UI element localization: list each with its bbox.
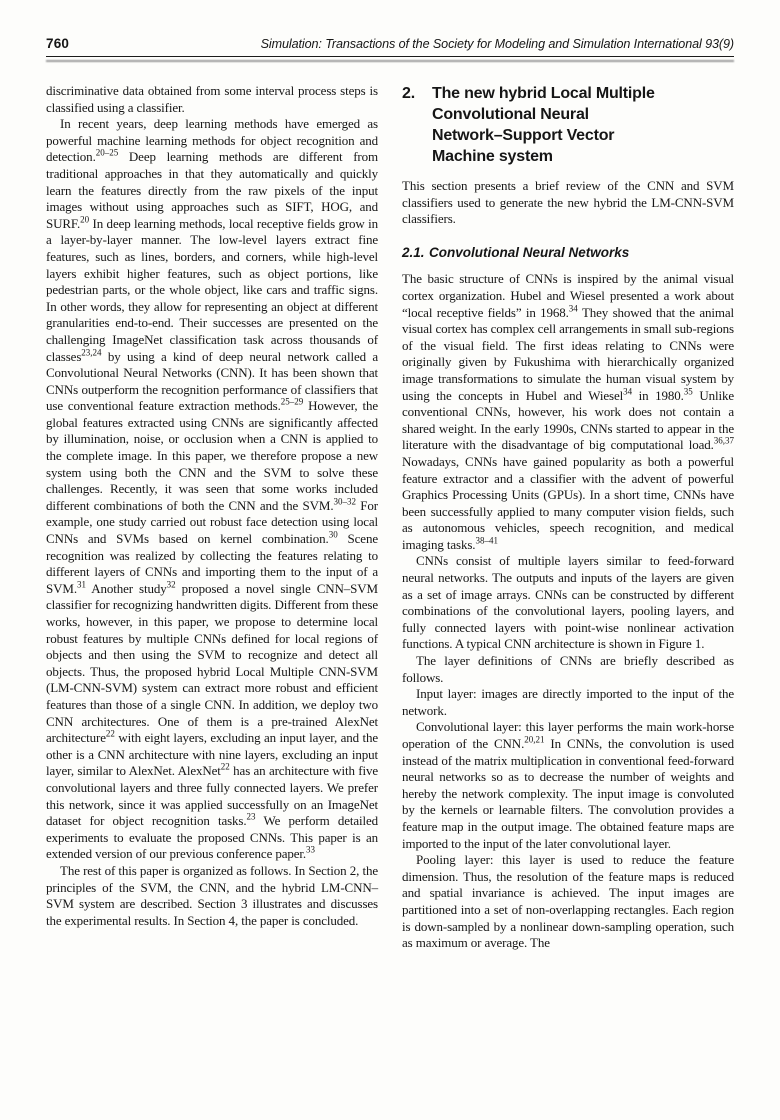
paragraph: The basic structure of CNNs is inspired by the animal visual cortex organization. Hubel and Wiesel presented a work about “local receptive fields” in 1968.34 They showed that the animal visual cortex has complex cell arrangements in small sub-regions of the visual field. The first ideas relating to CNNs were originally given by Fukushima with hierarchically organized image transformations to simulate the human visual system by using the concepts in Hubel and Wiesel$^{34}$ in 1980.35 Unlike conventional CNNs, however, his work does not contain a shared weight. In the early 1990s, CNNs started to appear in the literature with the disadvantage of big computational load.$^{36,37}$ Nowadays, CNNs have gained popularity as both a powerful feature extractor and a classifier with the advent of powerful Graphics Processing Units (GPUs). In a short time, CNNs have been successfully applied to many computer vision fields, such as autonomous vehicles, speech recognition, and medical imaging tasks.$^{38-41}$ xyxy=(402,271,734,552)
section-title-line: Network–Support Vector xyxy=(432,127,615,144)
page-number: 760 xyxy=(46,36,70,51)
subsection-number: 2.1. xyxy=(402,244,425,260)
running-header xyxy=(46,36,734,57)
subsection-heading xyxy=(402,245,734,262)
subsection-title: Convolutional Neural Networks xyxy=(429,244,630,260)
paragraph: discriminative data obtained from some interval process steps is classified using a classifier. xyxy=(46,83,378,115)
section-title xyxy=(432,83,734,167)
two-column-body xyxy=(46,83,734,952)
section-number: 2. xyxy=(402,85,415,102)
paragraph: Pooling layer: this layer is used to reduce the feature dimension. Thus, the resolution of the feature maps is reduced and spatial invariance is achieved. The input images are partitioned into a set of non-overlapping rectangles. Each region is down-sampled by a nonlinear down-sampling operation, such as maximum or average. The xyxy=(402,852,734,951)
paragraph: This section presents a brief review of the CNN and SVM classifiers used to generate the new hybrid the LM-CNN-SVM classifiers. xyxy=(402,178,734,227)
journal-title: Simulation: Transactions of the Society for Modeling and Simulation International 93(9) xyxy=(260,37,734,51)
left-column xyxy=(46,83,378,952)
paragraph: Convolutional layer: this layer performs the main work-horse operation of the CNN.$^{20,21}$ In CNNs, the convolution is used instead of the matrix multiplication in conventional feed-forward neural networks so as to decrease the number of weights and hereby the network complexity. The input image is convoluted by the kernels or learnable filters. The convolution provides a feature map in the output image. The obtained feature maps are imported to the input of the later convolutional layer. xyxy=(402,719,734,851)
section-title-line: Machine system xyxy=(432,148,553,165)
right-column xyxy=(402,83,734,952)
paragraph: The rest of this paper is organized as follows. In Section 2, the principles of the SVM, the CNN, and the hybrid LM-CNN–SVM system are described. Section 3 illustrates and discusses the experimental results. In Section 4, the paper is concluded. xyxy=(46,862,378,928)
paragraph: Input layer: images are directly imported to the input of the network. xyxy=(402,686,734,718)
paragraph: The layer definitions of CNNs are briefly described as follows. xyxy=(402,653,734,685)
section-title-line: Convolutional Neural xyxy=(432,106,589,123)
paragraph: In recent years, deep learning methods have emerged as powerful machine learning methods for object recognition and detection.$^{20-25}$ Deep learning methods are different from traditional approaches in that they automatically and quickly learn the features directly from the raw pixels of the input images without using approaches such as SIFT, HOG, and SURF.$^{20}$ In deep learning methods, local receptive fields grow in a layer-by-layer manner. The low-level layers extract fine features, such as lines, borders, and corners, while high-level layers exhibit higher features, such as object portions, like pedestrian parts, or the whole object, like cars and traffic signs. In other words, they allow for representing an object at different granularities end-to-end. Their successes are presented on the challenging ImageNet classification task across thousands of classes$^{23,24}$ by using a kind of deep neural network called a Convolutional Neural Networks (CNN). It has been shown that CNNs outperform the recognition performance of classifiers that use conventional feature extraction methods.$^{25-29}$ However, the global features extracted using CNNs are significantly affected by illumination, noise, or occlusion when a CNN is applied to the complete image. In this paper, we therefore propose a new system using both the CNN and the SVM to solve these challenges. Recently, it was seen that some works included different combinations of both the CNN and the SVM.$^{30-32}$ For example, one study carried out robust face detection using local CNNs and SVMs based on kernel combination.$^{30}$ Scene recognition was realized by collecting the features relating to different layers of CNNs and importing them to the input of a SVM.$^{31}$ Another study$^{32}$ proposed a novel single CNN–SVM classifier for recognizing handwritten digits. Different from these works, however, in this paper, we propose to determine local robust features by multiple CNNs defined for local regions of objects and then using the SVM to recognize and detect all objects. Thus, the proposed hybrid Local Multiple CNN-SVM (LM-CNN-SVM) system can extract more robust and efficient features than those of a single CNN. In addition, we deploy two CNN architectures. One of them is a pre-trained AlexNet architecture$^{22}$ with eight layers, excluding an input layer, and the other is a CNN architecture with nine layers, excluding an input layer, similar to AlexNet. AlexNet$^{22}$ has an architecture with five convolutional layers and three fully connected layers. We prefer this network, since it was applied successfully on an ImageNet dataset for object recognition tasks.$^{23}$ We perform detailed experiments to evaluate the proposed CNNs. This paper is an extended version of our previous conference paper.$^{33}$ xyxy=(46,116,378,862)
section-title-line: The new hybrid Local Multiple xyxy=(432,85,655,102)
section-heading xyxy=(402,83,734,167)
paragraph: CNNs consist of multiple layers similar to feed-forward neural networks. The outputs and inputs of the layers are given as a set of image arrays. CNNs can be constructed by different combinations of the convolutional layers, pooling layers, and fully connected layers with point-wise nonlinear activation functions. A typical CNN architecture is shown in Figure 1. xyxy=(402,553,734,652)
header-rule-shadow xyxy=(46,60,734,62)
